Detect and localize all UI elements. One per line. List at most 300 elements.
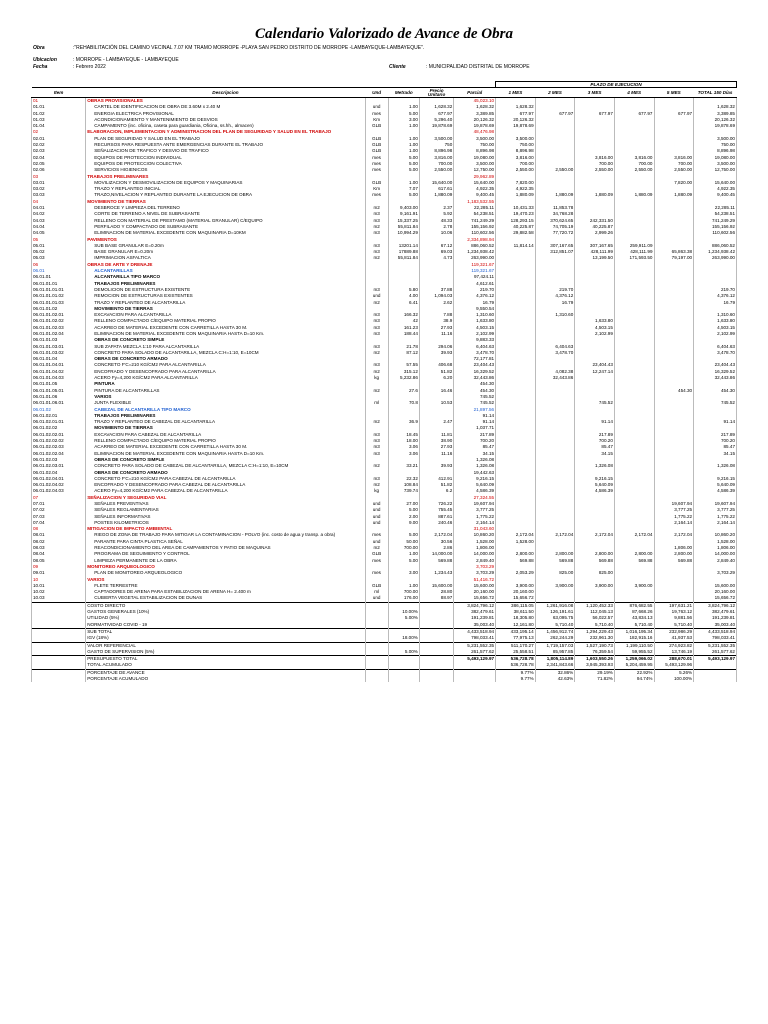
cell-item: 03.01 <box>32 180 86 186</box>
cell-total: 1,234,938.42 <box>694 249 737 255</box>
cell-mes3 <box>575 595 615 602</box>
cell-metrado: 5.00% <box>388 615 419 621</box>
cell-parcial: 2,334,898.94 <box>454 237 496 243</box>
cell-total: 4,376.12 <box>694 293 737 299</box>
cell-descripcion: PROGRAMA DE SEGUIMIENTO Y CONTROL <box>86 551 365 557</box>
cell-precio: 5,296.40 <box>419 117 453 123</box>
cell-und: und <box>365 104 388 110</box>
col-total: TOTAL 150 Días <box>694 88 737 98</box>
cell-mes2: 5,710.40 <box>535 622 575 629</box>
cell-precio: 1,628.32 <box>419 104 453 110</box>
cell-mes1: 536,728.78 <box>496 656 536 663</box>
cell-total: 1,326.08 <box>694 463 737 469</box>
cell-mes1: 677.97 <box>496 111 536 117</box>
cell-total: 15,640.00 <box>694 180 737 186</box>
cell-und: mes <box>365 558 388 564</box>
cell-und <box>365 622 388 629</box>
cell-total: 1,775.22 <box>694 514 737 520</box>
cell-item: 10.02 <box>32 589 86 595</box>
cell-parcial: 3,777.25 <box>454 507 496 513</box>
cell-und: mes <box>365 570 388 576</box>
cell-mes5: 569.88 <box>654 558 694 564</box>
cell-precio: 6.2 <box>419 488 453 494</box>
cell-mes2: 1,261,916.08 <box>535 602 575 609</box>
cell-mes3: 5,710.40 <box>575 622 615 629</box>
cell-descripcion: ENCOFRADO Y DESENCOFRADO PARA ALCANTARILLA <box>86 369 365 375</box>
cell-total: 3,500.00 <box>694 136 737 142</box>
cell-mes1: 536,728.78 <box>496 662 536 669</box>
cell-mes4: 3,900.00 <box>614 583 654 589</box>
totals-row <box>32 635 737 642</box>
cell-precio: 38.90 <box>419 438 453 444</box>
cell-descripcion: GASTOS GENERALES (10%) <box>86 609 365 615</box>
cell-mes3: 1,294,229.43 <box>575 628 615 635</box>
header-row <box>32 88 737 98</box>
cell-descripcion: SEÑALIZACION Y SEGURIDAD VIAL <box>86 495 365 501</box>
cell-precio: 39.93 <box>419 350 453 356</box>
cell-item: 01.01 <box>32 104 86 110</box>
cell-descripcion: CORTE DE TERRENO A NIVEL DE SUBRASANTE <box>86 211 365 217</box>
cell-mes5: 79,197.00 <box>654 255 694 261</box>
cell-und: m2 <box>365 369 388 375</box>
cell-item: 09 <box>32 564 86 570</box>
cell-mes1: 11,814.14 <box>496 243 536 249</box>
cell-parcial: 119,321.67 <box>454 268 496 274</box>
cell-item: 06.01.02.01 <box>32 413 86 419</box>
cell-descripcion: RIEGO DE ZONA DE TRABAJO PARA MITIGAR LA CONTAMINACION - POLVO (inc. costo de agua y transp. a obra) <box>86 532 365 538</box>
cell-mes5: 197,631.21 <box>654 602 694 609</box>
cell-mes2: 1,805,114.89 <box>535 656 575 663</box>
ubicacion-line <box>33 57 733 64</box>
cell-descripcion: PARANTE PARA CINTA PLASTICA SEÑAL <box>86 539 365 545</box>
cell-parcial: 4,376.12 <box>454 293 496 299</box>
cell-und: ml <box>365 400 388 406</box>
cell-parcial: 23,404.43 <box>454 362 496 368</box>
cell-item: 10 <box>32 577 86 583</box>
cell-und: und <box>365 293 388 299</box>
cell-item: 05 <box>32 237 86 243</box>
cell-mes2: 307,167.65 <box>535 243 575 249</box>
cell-parcial: 700.20 <box>454 438 496 444</box>
cell-metrado: 5.00 <box>388 558 419 564</box>
cell-mes5: 288,670.01 <box>654 656 694 663</box>
cell-precio <box>419 98 453 105</box>
cell-mes3: 3,945,393.93 <box>575 662 615 669</box>
cell-mes3: 13,199.50 <box>575 255 615 261</box>
col-mes3: 3 MES <box>575 88 615 98</box>
cell-mes4: 2,172.04 <box>614 532 654 538</box>
cell-mes1: 700.00 <box>496 161 536 167</box>
cell-item: 05.03 <box>32 255 86 261</box>
cell-mes2: 1,456,912.74 <box>535 628 575 635</box>
cell-item: 07.03 <box>32 514 86 520</box>
cell-metrado: 22.32 <box>388 476 419 482</box>
cell-metrado <box>388 622 419 629</box>
cell-parcial: 4,433,518.94 <box>454 628 496 635</box>
cell-mes3: 56,022.57 <box>575 615 615 621</box>
cell-item: 06.01.02.04.02 <box>32 482 86 488</box>
cell-item: 06.01.01.01.03 <box>32 300 86 306</box>
cell-item: 07.01 <box>32 501 86 507</box>
cell-precio: 677.97 <box>419 111 453 117</box>
cell-total: 700.20 <box>694 438 737 444</box>
cell-parcial: 741,249.29 <box>454 218 496 224</box>
cell-mes3: 1,603,550.26 <box>575 656 615 663</box>
cell-parcial: 5,640.09 <box>454 482 496 488</box>
cell-total: 219.70 <box>694 287 737 293</box>
cell-mes1: 12,161.80 <box>496 622 536 629</box>
cell-mes1: 433,195.14 <box>496 628 536 635</box>
cell-mes3: 745.52 <box>575 400 615 406</box>
cell-parcial: 20,160.00 <box>454 589 496 595</box>
cell-item: 08.03 <box>32 545 86 551</box>
cell-parcial: 191,239.81 <box>454 615 496 621</box>
cell-total: 798,033.41 <box>694 635 737 642</box>
cell-metrado <box>388 642 419 649</box>
cell-metrado: 9,403.00 <box>388 205 419 211</box>
cell-total: 1,528.00 <box>694 539 737 545</box>
totals-row <box>32 649 737 656</box>
cell-item: 04.03 <box>32 218 86 224</box>
cell-mes4: 700.00 <box>614 161 654 167</box>
cell-total: 3,478.70 <box>694 350 737 356</box>
cell-und: m2 <box>365 224 388 230</box>
cell-total: 19,080.00 <box>694 155 737 161</box>
cell-metrado: 5.00 <box>388 161 419 167</box>
cell-descripcion: ELABORACION, IMPLEMENTACION Y ADMINISTRACION DEL PLAN DE SEGURIDAD Y SALUD EN EL TRABAJO <box>86 129 365 135</box>
cell-descripcion: ACERO Fy=4,200 KG/CM2 PARA ALCANTARILLA <box>86 375 365 381</box>
cell-metrado: 10,994.29 <box>388 230 419 236</box>
cell-descripcion: POSTES KILOMETRICOS <box>86 520 365 526</box>
cell-und: mes <box>365 167 388 173</box>
cell-mes1: 10,431.33 <box>496 205 536 211</box>
cell-metrado: 739.74 <box>388 488 419 494</box>
cell-und: m3 <box>365 230 388 236</box>
cell-precio: 30.56 <box>419 539 453 545</box>
cell-descripcion: RELLENO COMPACTADO C/EQUIPO MATERIAL PROPIO <box>86 438 365 444</box>
cell-total: 16,329.52 <box>694 369 737 375</box>
cell-mes1: 4,922.35 <box>496 186 536 192</box>
cell-item: 06.01.01.02.01 <box>32 312 86 318</box>
cell-parcial: 798,033.41 <box>454 635 496 642</box>
cell-metrado: 13201.14 <box>388 243 419 249</box>
cell-parcial: 15,640.00 <box>454 180 496 186</box>
cell-und <box>365 98 388 105</box>
cell-mes1: 2,800.00 <box>496 551 536 557</box>
cell-total: 217.89 <box>694 432 737 438</box>
cell-und: mes <box>365 111 388 117</box>
cell-descripcion: PAVIMENTOS <box>86 237 365 243</box>
cell-mes3: 242,331.50 <box>575 218 615 224</box>
cell-total: 16.79 <box>694 300 737 306</box>
cell-mes1: 9.77% <box>496 676 536 682</box>
cell-precio: 11.81 <box>419 432 453 438</box>
cell-mes3 <box>575 98 615 105</box>
cell-descripcion: FLETE TERRESTRE <box>86 583 365 589</box>
cell-mes2: 77,720.72 <box>535 230 575 236</box>
cell-item: 02.04 <box>32 155 86 161</box>
cell-und: GLB <box>365 148 388 154</box>
cell-descripcion: PINTURA <box>86 381 365 387</box>
cell-mes2: 262,244.29 <box>535 635 575 642</box>
cell-metrado: 50.00 <box>388 539 419 545</box>
cell-item: 08.04 <box>32 551 86 557</box>
cell-mes3: 232,961.30 <box>575 635 615 642</box>
cell-precio: 39.93 <box>419 463 453 469</box>
cell-descripcion: OBRAS PROVISIONALES <box>86 98 365 105</box>
cell-parcial: 8,896.98 <box>454 148 496 154</box>
cell-item: 06.01.01.02.02 <box>32 318 86 324</box>
cell-metrado: 5.00 <box>388 192 419 198</box>
cell-metrado: 1.00 <box>388 136 419 142</box>
cell-metrado: 188.44 <box>388 331 419 337</box>
cell-metrado: 70.8 <box>388 400 419 406</box>
cell-mes2: 32.86% <box>535 669 575 676</box>
cell-mes2: 63,095.75 <box>535 615 575 621</box>
totals-row <box>32 642 737 649</box>
cell-und: und <box>365 520 388 526</box>
cell-descripcion: SEÑALES REGLAMENTARIAS <box>86 507 365 513</box>
cell-item: 08.02 <box>32 539 86 545</box>
cell-precio: 51.82 <box>419 369 453 375</box>
cell-item: 06.01.02.02.01 <box>32 432 86 438</box>
obra-value: :"REHABILITACIÓN DEL CAMINO VECINAL 7.07 KM TRAMO MORROPE -PLAYA SAN PEDRO DISTRITO DE MORROPE -LAMBAYEQUE-LAMBAYEQUE". <box>73 45 425 51</box>
cell-precio: 15,600.00 <box>419 583 453 589</box>
cell-mes1: 386,115.05 <box>496 602 536 609</box>
cell-total: 1,628.32 <box>694 104 737 110</box>
cell-item <box>32 662 86 669</box>
cell-item: 02.06 <box>32 167 86 173</box>
cell-total: 454.30 <box>694 388 737 394</box>
cell-mes1: 19,470.23 <box>496 211 536 217</box>
col-metrado: Metrado <box>388 88 419 98</box>
cell-mes1: 20,126.32 <box>496 117 536 123</box>
cell-precio: 88.97 <box>419 595 453 602</box>
cell-mes3: 12,247.14 <box>575 369 615 375</box>
cell-mes1: 8,896.98 <box>496 148 536 154</box>
cell-und: mes <box>365 161 388 167</box>
cell-mes5: 2,550.00 <box>654 167 694 173</box>
cell-metrado: 1.00 <box>388 142 419 148</box>
cell-descripcion: ACARREO DE MATERIAL EXCEDENTE CON CARRETILLA HASTA 30 M. <box>86 444 365 450</box>
cell-parcial: 1,528.00 <box>454 539 496 545</box>
cell-mes2: 825.00 <box>535 570 575 576</box>
cell-descripcion: EXCAVACION PARA ALCANTARILLA <box>86 312 365 318</box>
cell-item: 06.01.02.01.01 <box>32 419 86 425</box>
cell-descripcion: COSTO DIRECTO <box>86 602 365 609</box>
cell-parcial: 48,476.98 <box>454 129 496 135</box>
cell-precio: 2,550.00 <box>419 167 453 173</box>
cell-mes5: 100.00% <box>654 676 694 682</box>
cell-total: 5,493,129.97 <box>694 656 737 663</box>
cell-item: 06.01.01.03 <box>32 337 86 343</box>
cell-item: 06 <box>32 262 86 268</box>
cell-parcial: 22,285.11 <box>454 205 496 211</box>
cell-metrado: 5.00 <box>388 507 419 513</box>
cell-mes1: 9.77% <box>496 669 536 676</box>
cell-precio: 37.88 <box>419 287 453 293</box>
cell-total <box>694 669 737 676</box>
cell-descripcion: ELIMINACION DE MATERIAL EXCEDENTE CON MAQUINARIA HASTA D=10 Km. <box>86 331 365 337</box>
cell-total: 886,060.52 <box>694 243 737 249</box>
cell-precio <box>419 622 453 629</box>
col-descripcion: Descripcion <box>86 88 365 98</box>
cell-mes2: 2,800.00 <box>535 551 575 557</box>
cell-precio: 6.20 <box>419 375 453 381</box>
cell-parcial: 35,003.40 <box>454 622 496 629</box>
cell-parcial: 85.47 <box>454 444 496 450</box>
cell-descripcion: TRAZO Y REPLANTEO INICIAL <box>86 186 365 192</box>
cell-mes3: 40,225.87 <box>575 224 615 230</box>
cell-descripcion: CAPTADORES DE ARENA PARA ESTABILIZACION DE ARENA H= 2.400 m <box>86 589 365 595</box>
cell-parcial: 19,442.63 <box>454 470 496 476</box>
cell-mes3: 2,999.26 <box>575 230 615 236</box>
cell-item: 01 <box>32 98 86 105</box>
cell-metrado: 27.6 <box>388 388 419 394</box>
cell-item: 06.01.02.04.03 <box>32 488 86 494</box>
cell-descripcion: DEMOLICION DE ESTRUCTURA EXISTENTE <box>86 287 365 293</box>
cell-und: GLB <box>365 136 388 142</box>
cell-und: und <box>365 595 388 602</box>
cell-descripcion: OBRAS DE CONCRETO SIMPLE <box>86 337 365 343</box>
cell-descripcion: VARIOS <box>86 577 365 583</box>
cell-item: 04.02 <box>32 211 86 217</box>
cell-mes1: 15,656.72 <box>496 595 536 602</box>
cell-item: 03.03 <box>32 192 86 198</box>
cell-mes3: 2,172.04 <box>575 532 615 538</box>
cell-und <box>365 642 388 649</box>
cell-mes5: 3,816.00 <box>654 155 694 161</box>
cell-descripcion: ELIMINACION DE MATERIAL EXCEDENTE CON MAQUINARIA HASTA D=10 Km. <box>86 451 365 457</box>
cell-und: mes <box>365 192 388 198</box>
cell-descripcion: TRAZO,NIVELACION Y REPLANTEO DURANTE LA EJECUCION DE OBRA <box>86 192 365 198</box>
cell-total: 3,824,796.12 <box>694 602 737 609</box>
cell-mes1: 3,816.00 <box>496 155 536 161</box>
cell-parcial: 3,478.70 <box>454 350 496 356</box>
cell-precio: 16.46 <box>419 388 453 394</box>
cell-mes3: 5,640.09 <box>575 482 615 488</box>
cell-item: 06.01 <box>32 268 86 274</box>
cell-descripcion: ENCOFRADO Y DESENCOFRADO PARA CABEZAL DE ALCANTARILLA <box>86 482 365 488</box>
cell-und: m3 <box>365 432 388 438</box>
cell-precio: 11.16 <box>419 451 453 457</box>
cell-descripcion: ALCANTARILLA TIPO MARCO <box>86 274 365 280</box>
fecha-label: Fecha <box>33 64 48 70</box>
cell-metrado: 57.55 <box>388 362 419 368</box>
obra-line <box>33 45 733 52</box>
cell-item: 09.01 <box>32 570 86 576</box>
cell-item: 06.01.02.02 <box>32 425 86 431</box>
cell-item: 06.01.01.03.01 <box>32 344 86 350</box>
cell-descripcion: JUNTA FLEXIBLE <box>86 400 365 406</box>
cell-descripcion: ACARREO DE MATERIAL EXCEDENTE CON CARRETILLA HASTA 30 M. <box>86 325 365 331</box>
cell-mes3: 2,102.99 <box>575 331 615 337</box>
cell-mes3: 217.89 <box>575 432 615 438</box>
cell-metrado: 36.9 <box>388 419 419 425</box>
cell-item: 02.03 <box>32 148 86 154</box>
cell-precio: 27.93 <box>419 325 453 331</box>
totals-row <box>32 662 737 669</box>
cell-metrado: 3.06 <box>388 444 419 450</box>
cell-descripcion: BASE GRANULAR E=0.20m <box>86 249 365 255</box>
cell-und: m3 <box>365 476 388 482</box>
cell-descripcion: SEÑALIZACION DE TRAFICO Y DESVIO DE TRAFICO <box>86 148 365 154</box>
ubicacion-label: Ubicacion <box>33 57 57 63</box>
cell-metrado: 87.12 <box>388 350 419 356</box>
cell-metrado: 21.78 <box>388 344 419 350</box>
cell-precio <box>419 669 453 676</box>
cell-descripcion: LIMPIEZA PERMANENTE DE LA OBRA <box>86 558 365 564</box>
cell-und <box>365 628 388 635</box>
cell-mes2: 34,768.28 <box>535 211 575 217</box>
cell-mes4: 3,816.00 <box>614 155 654 161</box>
cell-metrado: 5.80 <box>388 287 419 293</box>
cell-item: 06.01.02.02.03 <box>32 444 86 450</box>
cell-descripcion: VARIOS <box>86 394 365 400</box>
cell-descripcion: CONCRETO F'C=210 KG/CM2 PARA CABEZAL DE ALCANTARILLA <box>86 476 365 482</box>
cell-mes5: 3,777.25 <box>654 507 694 513</box>
cell-mes4: 677.97 <box>614 111 654 117</box>
cell-und: m3 <box>365 451 388 457</box>
cell-precio: 2.47 <box>419 419 453 425</box>
cell-mes4: 876,682.55 <box>614 602 654 609</box>
cell-descripcion: TRABAJOS PRELIMINARES <box>86 174 365 180</box>
cell-precio: 755.45 <box>419 507 453 513</box>
totals-row <box>32 628 737 635</box>
cell-mes5: 1,806.00 <box>654 545 694 551</box>
cell-total: 3,500.00 <box>694 161 737 167</box>
cell-parcial: 15,656.72 <box>454 595 496 602</box>
cell-und: und <box>365 501 388 507</box>
fecha-value: : Febrero 2022 <box>73 64 106 70</box>
cell-precio <box>419 676 453 682</box>
cell-total: 91.14 <box>694 419 737 425</box>
cell-parcial: 45,023.10 <box>454 98 496 105</box>
cell-descripcion: ACERO Fy=4,200 KG/CM2 PARA CABEZAL DE ALCANTARILLA <box>86 488 365 494</box>
cell-und: m3 <box>365 331 388 337</box>
cell-und: m2 <box>365 300 388 306</box>
cell-mes4: 1,880.09 <box>614 192 654 198</box>
cell-und: m3 <box>365 287 388 293</box>
cell-total <box>694 98 737 105</box>
cell-parcial: 2,164.14 <box>454 520 496 526</box>
cell-mes2: 677.97 <box>535 111 575 117</box>
cell-mes2: 1,880.09 <box>535 192 575 198</box>
cell-item: 04.01 <box>32 205 86 211</box>
cell-mes3: 2,800.00 <box>575 551 615 557</box>
cell-mes5 <box>654 595 694 602</box>
cell-und: m3 <box>365 218 388 224</box>
cell-mes3: 3,816.00 <box>575 155 615 161</box>
cell-und <box>365 676 388 682</box>
cell-metrado: 1.00 <box>388 104 419 110</box>
cell-precio: 3,500.00 <box>419 136 453 142</box>
cell-item: 06.01.01.02 <box>32 306 86 312</box>
cell-precio: 406.68 <box>419 362 453 368</box>
cell-mes1: 2,550.00 <box>496 167 536 173</box>
cell-descripcion: PINTURA DE ALCANTARILLAS <box>86 388 365 394</box>
cell-item: 06.01.02.02.04 <box>32 451 86 457</box>
cell-descripcion: OBRAS DE CONCRETO SIMPLE <box>86 457 365 463</box>
cell-precio: 38.9 <box>419 318 453 324</box>
cell-item <box>32 635 86 642</box>
cell-parcial: 12,750.00 <box>454 167 496 173</box>
cell-mes2: 2,550.00 <box>535 167 575 173</box>
cell-mes2: 3,900.00 <box>535 583 575 589</box>
cell-mes3: 569.88 <box>575 558 615 564</box>
cell-item: 10.03 <box>32 595 86 602</box>
cell-metrado: 4.00 <box>388 293 419 299</box>
